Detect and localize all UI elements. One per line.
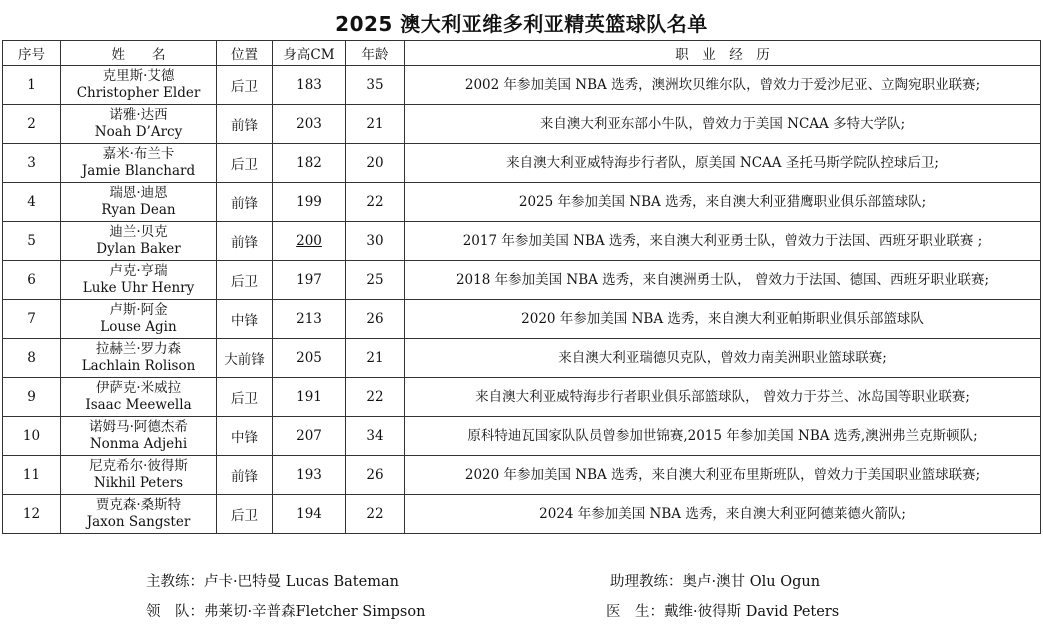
player-height: 183 xyxy=(273,66,346,105)
player-height-value: 200 xyxy=(296,233,322,249)
header-career: 职 业 经 历 xyxy=(405,41,1041,66)
header-no: 序号 xyxy=(3,41,61,66)
player-position: 后卫 xyxy=(217,378,273,417)
player-height: 203 xyxy=(273,105,346,144)
player-career: 2020 年参加美国 NBA 选秀，来自澳大利亚布里斯班队，曾效力于美国职业篮球联赛; xyxy=(405,456,1041,495)
player-name-cn: 拉赫兰·罗力森 xyxy=(95,341,182,357)
head-coach: 主教练：卢卡·巴特曼 Lucas Bateman xyxy=(146,574,399,590)
player-name-en: Dylan Baker xyxy=(96,241,181,257)
player-name xyxy=(61,222,217,261)
player-name-cn: 嘉米·布兰卡 xyxy=(102,146,175,162)
table-row xyxy=(3,222,1041,261)
player-position: 中锋 xyxy=(217,417,273,456)
player-age: 22 xyxy=(346,183,405,222)
player-age: 30 xyxy=(346,222,405,261)
player-name-en: Louse Agin xyxy=(100,319,177,335)
team-doctor: 医 生：戴维·彼得斯 David Peters xyxy=(606,604,840,620)
player-no: 6 xyxy=(3,261,61,300)
player-position: 大前锋 xyxy=(217,339,273,378)
player-no: 12 xyxy=(3,495,61,534)
table-header-row xyxy=(3,41,1041,66)
assistant-coach: 助理教练：奥卢·澳甘 Olu Ogun xyxy=(610,574,821,590)
table-row xyxy=(3,417,1041,456)
player-position: 后卫 xyxy=(217,144,273,183)
table-row xyxy=(3,456,1041,495)
player-name xyxy=(61,417,217,456)
player-name-cn: 卢斯·阿金 xyxy=(109,302,168,318)
player-no: 10 xyxy=(3,417,61,456)
player-name xyxy=(61,339,217,378)
player-no: 1 xyxy=(3,66,61,105)
player-height: 199 xyxy=(273,183,346,222)
player-name-cn: 尼克希尔·彼得斯 xyxy=(89,458,188,474)
player-height: 182 xyxy=(273,144,346,183)
player-height xyxy=(273,222,346,261)
player-name xyxy=(61,495,217,534)
player-name-cn: 迪兰·贝克 xyxy=(109,224,168,240)
player-age: 20 xyxy=(346,144,405,183)
player-name-en: Nikhil Peters xyxy=(93,475,184,491)
header-height: 身高CM xyxy=(273,41,346,66)
player-name xyxy=(61,378,217,417)
player-name xyxy=(61,66,217,105)
player-age: 21 xyxy=(346,339,405,378)
player-no: 8 xyxy=(3,339,61,378)
player-career: 2002 年参加美国 NBA 选秀，澳洲坎贝维尔队，曾效力于爱沙尼亚、立陶宛职业联赛; xyxy=(405,66,1041,105)
player-height: 207 xyxy=(273,417,346,456)
player-career: 2025 年参加美国 NBA 选秀，来自澳大利亚猎鹰职业俱乐部篮球队; xyxy=(405,183,1041,222)
player-name xyxy=(61,300,217,339)
player-name xyxy=(61,183,217,222)
player-name xyxy=(61,144,217,183)
player-height: 191 xyxy=(273,378,346,417)
player-no: 7 xyxy=(3,300,61,339)
player-position: 后卫 xyxy=(217,495,273,534)
roster-table xyxy=(2,40,1041,534)
player-career: 来自澳大利亚瑞德贝克队，曾效力南美洲职业篮球联赛; xyxy=(405,339,1041,378)
table-row xyxy=(3,183,1041,222)
team-leader: 领 队：弗莱切·辛普森Fletcher Simpson xyxy=(146,604,426,620)
player-name-cn: 克里斯·艾德 xyxy=(102,68,175,84)
player-career: 2024 年参加美国 NBA 选秀，来自澳大利亚阿德莱德火箭队; xyxy=(405,495,1041,534)
player-height: 193 xyxy=(273,456,346,495)
table-row xyxy=(3,378,1041,417)
player-age: 21 xyxy=(346,105,405,144)
player-name-en: Isaac Meewella xyxy=(85,397,192,413)
table-row xyxy=(3,261,1041,300)
player-name-cn: 卢克·亨瑞 xyxy=(109,263,168,279)
player-career: 来自澳大利亚威特海步行者队，原美国 NCAA 圣托马斯学院队控球后卫; xyxy=(405,144,1041,183)
player-height: 205 xyxy=(273,339,346,378)
player-no: 3 xyxy=(3,144,61,183)
player-height: 197 xyxy=(273,261,346,300)
player-career: 来自澳大利亚威特海步行者职业俱乐部篮球队， 曾效力于芬兰、冰岛国等职业联赛; xyxy=(405,378,1041,417)
player-no: 11 xyxy=(3,456,61,495)
player-career: 来自澳大利亚东部小牛队，曾效力于美国 NCAA 多特大学队; xyxy=(405,105,1041,144)
player-age: 22 xyxy=(346,378,405,417)
player-name xyxy=(61,105,217,144)
player-position: 前锋 xyxy=(217,222,273,261)
header-position: 位置 xyxy=(217,41,273,66)
player-position: 前锋 xyxy=(217,105,273,144)
header-age: 年龄 xyxy=(346,41,405,66)
header-name: 姓 名 xyxy=(61,41,217,66)
table-row xyxy=(3,300,1041,339)
table-row xyxy=(3,66,1041,105)
player-name-en: Ryan Dean xyxy=(101,202,176,218)
player-career: 2020 年参加美国 NBA 选秀，来自澳大利亚帕斯职业俱乐部篮球队 xyxy=(405,300,1041,339)
player-name-cn: 瑞恩·迪恩 xyxy=(109,185,168,201)
player-age: 22 xyxy=(346,495,405,534)
player-height: 194 xyxy=(273,495,346,534)
player-career: 2017 年参加美国 NBA 选秀，来自澳大利亚勇士队，曾效力于法国、西班牙职业联赛 ; xyxy=(405,222,1041,261)
player-name-en: Jaxon Sangster xyxy=(86,514,191,530)
player-age: 26 xyxy=(346,456,405,495)
player-name-cn: 诺雅·达西 xyxy=(109,107,168,123)
player-career: 2018 年参加美国 NBA 选秀，来自澳洲勇士队， 曾效力于法国、德国、西班牙职业联赛; xyxy=(405,261,1041,300)
player-age: 25 xyxy=(346,261,405,300)
player-position: 中锋 xyxy=(217,300,273,339)
player-position: 后卫 xyxy=(217,66,273,105)
player-name-cn: 贾克森·桑斯特 xyxy=(95,497,182,513)
player-no: 5 xyxy=(3,222,61,261)
player-name-en: Noah D’Arcy xyxy=(94,124,183,140)
player-career: 原科特迪瓦国家队队员曾参加世锦赛,2015 年参加美国 NBA 选秀,澳洲弗兰克斯顿队; xyxy=(405,417,1041,456)
table-row xyxy=(3,105,1041,144)
player-height: 213 xyxy=(273,300,346,339)
document-title: 2025 澳大利亚维多利亚精英篮球队名单 xyxy=(335,12,708,36)
player-no: 4 xyxy=(3,183,61,222)
player-name-cn: 伊萨克·米威拉 xyxy=(95,380,182,396)
player-position: 前锋 xyxy=(217,183,273,222)
player-no: 9 xyxy=(3,378,61,417)
player-age: 26 xyxy=(346,300,405,339)
player-name-en: Nonma Adjehi xyxy=(89,436,188,452)
table-row xyxy=(3,339,1041,378)
player-age: 34 xyxy=(346,417,405,456)
player-age: 35 xyxy=(346,66,405,105)
player-name-cn: 诺姆马·阿德杰希 xyxy=(89,419,188,435)
player-name-en: Lachlain Rolison xyxy=(81,358,196,374)
player-name-en: Luke Uhr Henry xyxy=(82,280,195,296)
player-name-en: Jamie Blanchard xyxy=(81,163,196,179)
table-row xyxy=(3,495,1041,534)
player-name-en: Christopher Elder xyxy=(76,85,201,101)
player-position: 前锋 xyxy=(217,456,273,495)
player-position: 后卫 xyxy=(217,261,273,300)
player-name xyxy=(61,456,217,495)
player-no: 2 xyxy=(3,105,61,144)
table-row xyxy=(3,144,1041,183)
player-name xyxy=(61,261,217,300)
